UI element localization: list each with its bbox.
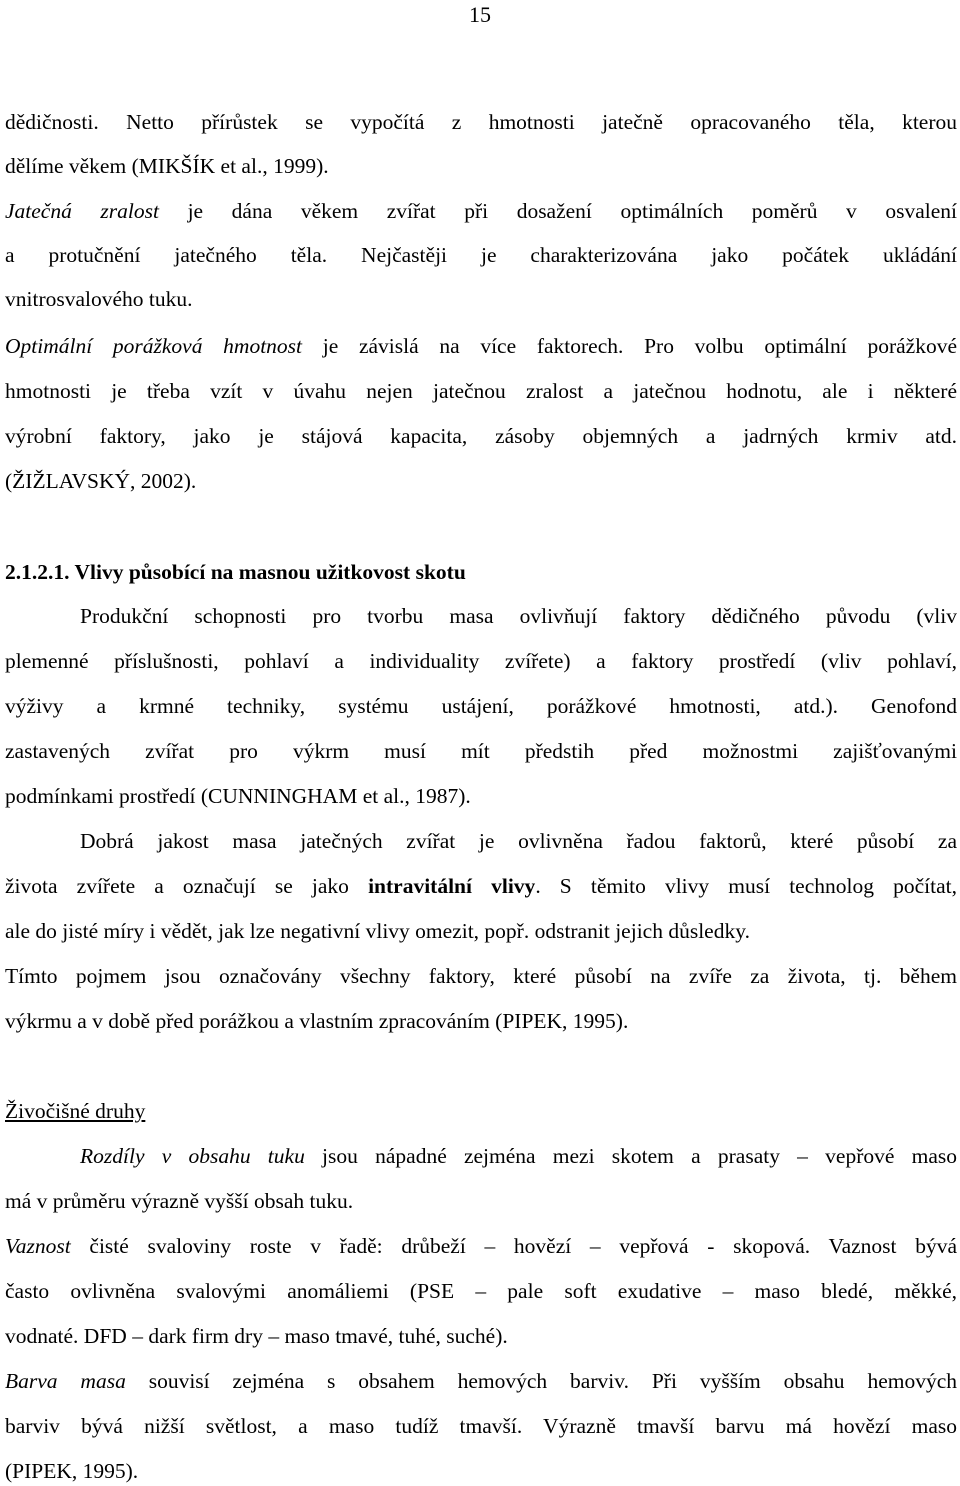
text-line: zastavených zvířat pro výkrm musí mít předstih před možnostmi zajišťovanými [5,739,957,763]
text-line: barviv bývá nižší světlost, a maso tudíž tmavší. Výrazně tmavší barvu má hovězí maso [5,1414,957,1438]
text-line: výživy a krmné techniky, systému ustájení, porážkové hmotnosti, atd.). Genofond [5,694,957,718]
text-line: a protučnění jatečného těla. Nejčastěji je charakterizována jako počátek ukládání [5,243,957,267]
text-span: čisté svaloviny roste v řadě: drůbeží – hovězí – vepřová - skopová. Vaznost bývá [70,1234,957,1258]
term-jatecna-zralost: Jatečná zralost [5,199,159,223]
text-line: vnitrosvalového tuku. [5,287,193,311]
text-line: často ovlivněna svalovými anomáliemi (PSE – pale soft exudative – maso bledé, měkké, [5,1279,957,1303]
text-span: . S těmito vlivy musí technolog počítat, [535,874,957,898]
term-rozdily-v-obsahu-tuku: Rozdíly v obsahu tuku [80,1144,305,1168]
text-line: vodnaté. DFD – dark firm dry – maso tmavé, tuhé, suché). [5,1324,508,1348]
text-span: je dána věkem zvířat při dosažení optimálních poměrů v osvalení [158,199,957,223]
text-line: Produkční schopnosti pro tvorbu masa ovlivňují faktory dědičného původu (vliv [80,604,957,628]
term-vaznost: Vaznost [5,1234,71,1258]
text-line [5,1367,957,1395]
text-line [5,1232,957,1260]
text-line: podmínkami prostředí (CUNNINGHAM et al., 1987). [5,784,471,808]
term-optimalni-porazkova-hmotnost: Optimální porážková hmotnost [5,334,303,358]
subheading-zivocisne-druhy: Živočišné druhy [5,1099,146,1123]
text-line: výrobní faktory, jako je stájová kapacita, zásoby objemných a jadrných krmiv atd. [5,424,957,448]
text-line: (ŽIŽLAVSKÝ, 2002). [5,469,197,493]
text-line [5,197,957,225]
text-span: souvisí zejména s obsahem hemových barviv. Při vyšším obsahu hemových [125,1369,957,1393]
text-span: jsou nápadné zejména mezi skotem a prasaty – vepřové maso [304,1144,957,1168]
text-span: života zvířete a označují se jako [5,874,369,898]
text-line: hmotnosti je třeba vzít v úvahu nejen jatečnou zralost a jatečnou hodnotu, ale i některé [5,379,957,403]
text-span: je závislá na více faktorech. Pro volbu optimální porážkové [302,334,957,358]
page-number: 15 [469,2,491,27]
term-barva-masa: Barva masa [5,1369,126,1393]
text-line: (PIPEK, 1995). [5,1459,139,1483]
text-line: Dobrá jakost masa jatečných zvířat je ovlivněna řadou faktorů, které působí za [80,829,957,853]
text-line: má v průměru výrazně vyšší obsah tuku. [5,1189,354,1213]
section-heading: 2.1.2.1. Vlivy působící na masnou užitkovost skotu [5,560,466,584]
text-line [5,332,957,360]
text-line: dědičnosti. Netto přírůstek se vypočítá z hmotnosti jatečně opracovaného těla, kterou [5,110,957,134]
text-line [80,1142,957,1170]
text-line: Tímto pojmem jsou označovány všechny faktory, které působí na zvíře za života, tj. během [5,964,957,988]
term-intravitalni-vlivy: intravitální vlivy [368,874,536,898]
text-line: ale do jisté míry i vědět, jak lze negativní vlivy omezit, popř. odstranit jejich důsledky. [5,919,750,943]
text-line: plemenné příslušnosti, pohlaví a individuality zvířete) a faktory prostředí (vliv pohlaví, [5,649,957,673]
text-line: dělíme věkem (MIKŠÍK et al., 1999). [5,154,329,178]
text-line [5,872,957,900]
text-line: výkrmu a v době před porážkou a vlastním zpracováním (PIPEK, 1995). [5,1009,629,1033]
